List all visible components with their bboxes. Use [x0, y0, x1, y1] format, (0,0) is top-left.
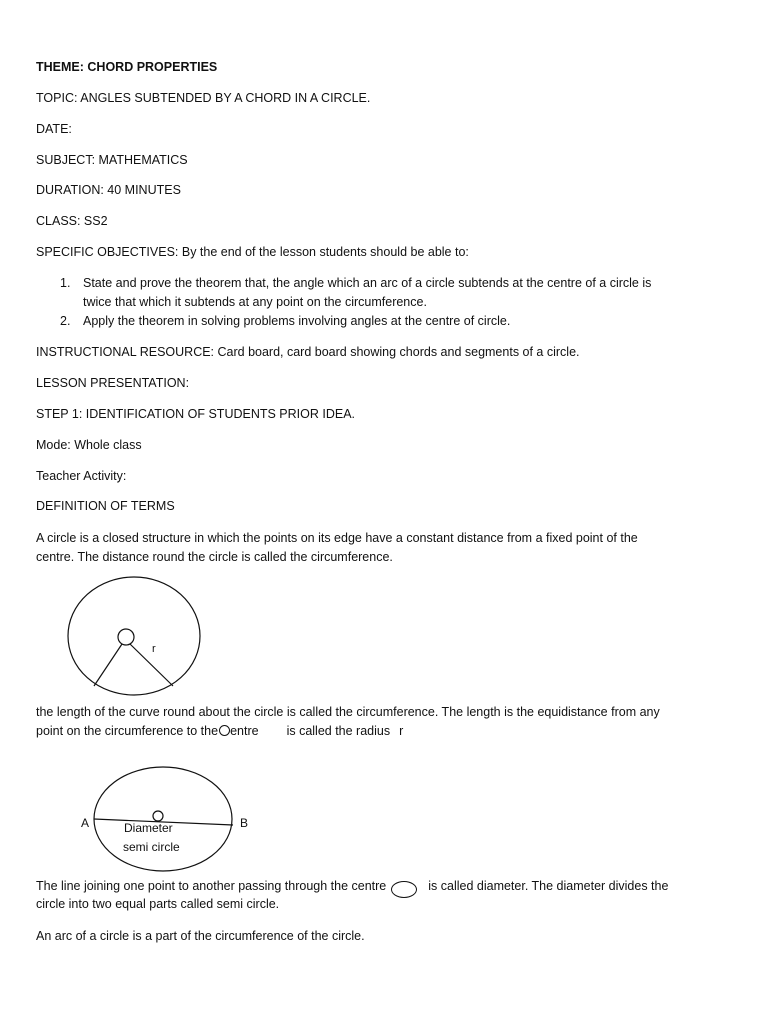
- diameter-text-part-b: is called diameter. The diameter divides the: [428, 879, 669, 893]
- objective-2-line-1: Apply the theorem in solving problems involving angles at the centre of circle.: [83, 314, 511, 328]
- circle-definition-line-1: A circle is a closed structure in which the points on its edge have a constant distance from a fixed point of the: [36, 531, 638, 545]
- circle-definition-line-2: centre. The distance round the circle is called the circumference.: [36, 550, 393, 564]
- circumference-text-line-2: [36, 722, 403, 740]
- objective-1-line-1: State and prove the theorem that, the angle which an arc of a circle subtends at the centre of a circle is: [83, 276, 652, 290]
- mode-line: Mode: Whole class: [36, 438, 142, 452]
- circumference-text-part-c: is called the radius: [286, 724, 391, 738]
- arc-definition-line: An arc of a circle is a part of the circumference of the circle.: [36, 929, 365, 943]
- point-a-label: A: [81, 816, 90, 830]
- diameter-figure: [78, 764, 248, 876]
- centre-point: [153, 811, 163, 821]
- diameter-text-part-a: The line joining one point to another passing through the centre: [36, 879, 387, 893]
- radius-symbol: r: [399, 724, 404, 738]
- circumference-text-part-b: entre: [230, 724, 259, 738]
- objectives-intro: SPECIFIC OBJECTIVES: By the end of the lesson students should be able to:: [36, 245, 469, 259]
- presentation-line: LESSON PRESENTATION:: [36, 376, 190, 390]
- circumference-text-line-1: the length of the curve round about the circle is called the circumference. The length is the equidistance from any: [36, 705, 660, 719]
- circumference-text-part-a: point on the circumference to the: [36, 724, 219, 738]
- theme-heading: THEME: CHORD PROPERTIES: [36, 60, 218, 74]
- diameter-label: Diameter: [124, 821, 173, 835]
- step-1-line: STEP 1: IDENTIFICATION OF STUDENTS PRIOR IDEA.: [36, 407, 356, 421]
- date-line: DATE:: [36, 122, 72, 136]
- list-item-number: 1.: [60, 276, 71, 290]
- resource-line: INSTRUCTIONAL RESOURCE: Card board, card board showing chords and segments of a circle.: [36, 345, 580, 359]
- semicircle-label: semi circle: [123, 840, 180, 854]
- topic-line: TOPIC: ANGLES SUBTENDED BY A CHORD IN A CIRCLE.: [36, 91, 371, 105]
- circle-radius-figure: [60, 576, 210, 701]
- circle-outline: [94, 767, 232, 871]
- centre-point: [118, 629, 134, 645]
- list-item-number: 2.: [60, 314, 71, 328]
- class-line: CLASS: SS2: [36, 214, 108, 228]
- centre-inline-circle-icon: [219, 725, 230, 736]
- point-b-label: B: [240, 816, 249, 830]
- radius-label: r: [152, 643, 156, 655]
- teacher-activity-line: Teacher Activity:: [36, 469, 127, 483]
- diameter-text-line-2: circle into two equal parts called semi circle.: [36, 897, 280, 911]
- radius-line-left: [94, 644, 122, 686]
- definition-heading: DEFINITION OF TERMS: [36, 499, 175, 513]
- duration-line: DURATION: 40 MINUTES: [36, 183, 181, 197]
- subject-line: SUBJECT: MATHEMATICS: [36, 153, 188, 167]
- centre-inline-oval-icon: [391, 881, 417, 898]
- objective-1-line-2: twice that which it subtends at any point on the circumference.: [83, 295, 427, 309]
